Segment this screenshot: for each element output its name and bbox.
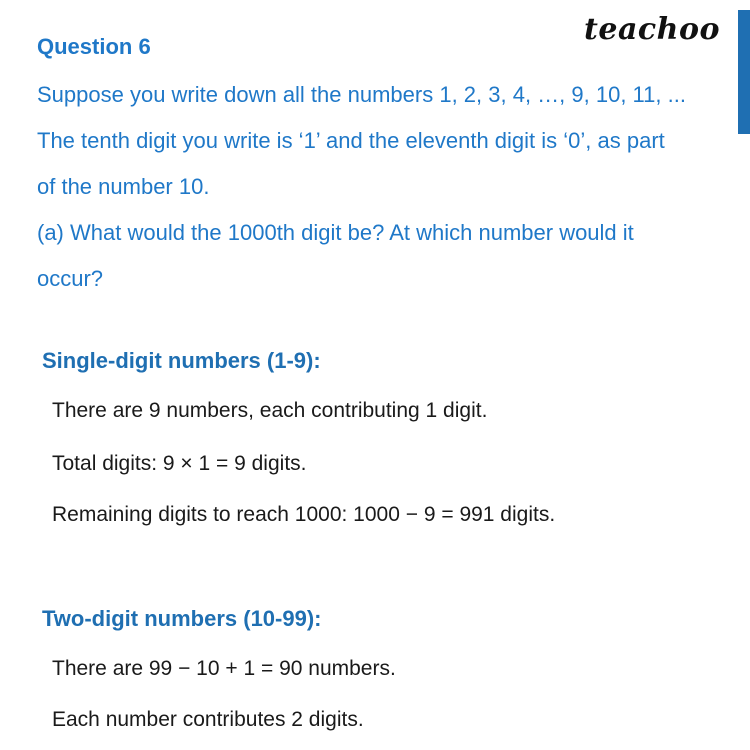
teachoo-logo: teachoo — [584, 12, 720, 47]
solution-line: Remaining digits to reach 1000: 1000 − 9 = 991 digits. — [52, 503, 556, 526]
solution-line: There are 99 − 10 + 1 = 90 numbers. — [52, 657, 396, 680]
solution-line: There are 9 numbers, each contributing 1 digit. — [52, 399, 488, 422]
question-line: of the number 10. — [37, 174, 210, 199]
section-heading-single-digit: Single-digit numbers (1-9): — [42, 348, 321, 373]
question-line: occur? — [37, 266, 104, 291]
question-line: The tenth digit you write is ‘1’ and the eleventh digit is ‘0’, as part — [37, 128, 665, 153]
question-body — [37, 72, 717, 302]
scrollbar-accent — [738, 10, 750, 134]
question-line: Suppose you write down all the numbers 1, 2, 3, 4, …, 9, 10, 11, ... — [37, 82, 686, 107]
solution-line: Total digits: 9 × 1 = 9 digits. — [52, 452, 307, 475]
solution-line: Each number contributes 2 digits. — [52, 708, 364, 731]
question-line: (a) What would the 1000th digit be? At which number would it — [37, 220, 634, 245]
question-title: Question 6 — [37, 34, 151, 59]
section-heading-two-digit: Two-digit numbers (10-99): — [42, 606, 322, 631]
